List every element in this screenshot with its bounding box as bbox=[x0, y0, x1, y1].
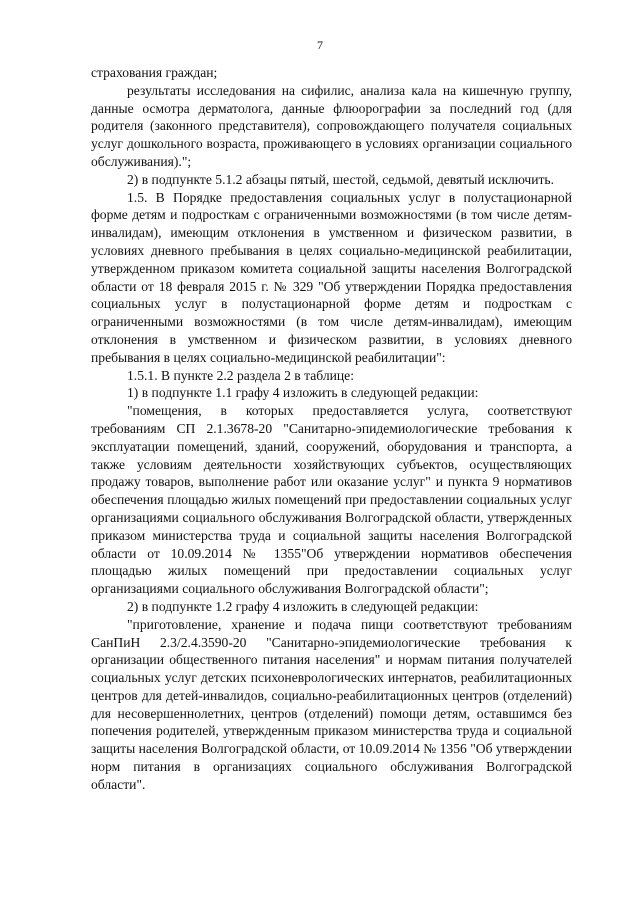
paragraph-subitem-1-1: 1) в подпункте 1.1 графу 4 изложить в следующей редакции: bbox=[127, 385, 479, 401]
paragraph-continuation: страхования граждан; bbox=[91, 65, 218, 80]
paragraph-subitem-1-2: 2) в подпункте 1.2 графу 4 изложить в следующей редакции: bbox=[127, 598, 479, 614]
paragraph-section-1-5-1: 1.5.1. В пункте 2.2 раздела 2 в таблице: bbox=[127, 367, 354, 383]
paragraph-subitem-2: 2) в подпункте 5.1.2 абзацы пятый, шестой, седьмой, девятый исключить. bbox=[127, 171, 555, 187]
page-number: 7 bbox=[317, 38, 323, 52]
paragraph-test-results: результаты исследования на сифилис, анализа кала на кишечную группу, данные осмотра дерматолога, данные флюорографии за последний год (для родителя (законного представителя), сопровождающего получателя социальных услуг дошкольного возраста, проживающего в условиях организации социального обслуживания)."; bbox=[91, 82, 572, 169]
paragraph-section-1-5: 1.5. В Порядке предоставления социальных услуг в полустационарной форме детям и подросткам с ограниченными возможностями (в том числе детям-инвалидам), имеющим отклонения в умственном и физическом развитии, в условиях дневного пребывания в целях социально-медицинской реабилитации, утвержденном приказом комитета социальной защиты населения Волгоградской области от 18 февраля 2015 г. № 329 "Об утверждении Порядка предоставления социальных услуг в полустационарной форме детям и подросткам с ограниченными возможностями (в том числе детям-инвалидам), имеющим отклонения в умственном и физическом развитии, в условиях дневного пребывания в целях социально-медицинской реабилитации": bbox=[91, 189, 572, 365]
document-body bbox=[91, 64, 572, 794]
paragraph-premises-requirements: "помещения, в которых предоставляется услуга, соответствуют требованиям СП 2.1.3678-20 "Санитарно-эпидемиологические требования к эксплуатации помещений, зданий, сооружений, оборудования и транспорта, а также условиям деятельности хозяйствующих субъектов, осуществляющих продажу товаров, выполнение работ или оказание услуг" и пункта 9 нормативов обеспечения площадью жилых помещений при предоставлении социальных услуг организациями социального обслуживания Волгоградской области, утвержденных приказом министерства труда и социальной защиты населения Волгоградской области от 10.09.2014 № 1355"Об утверждении нормативов обеспечения площадью жилых помещений при предоставлении социальных услуг организациями социального обслуживания Волгоградской области"; bbox=[91, 403, 572, 597]
paragraph-food-requirements: "приготовление, хранение и подача пищи соответствуют требованиям СанПиН 2.3/2.4.3590-20 "Санитарно-эпидемиологические требования к организации общественного питания населения" и нормам питания получателей социальных услуг детских психоневрологических интернатов, реабилитационных центров для детей-инвалидов, социально-реабилитационных центров (отделений) для несовершеннолетних, центров (отделений) помощи детям, оставшимся без попечения родителей, утвержденным приказом министерства труда и социальной защиты населения Волгоградской области, от 10.09.2014 № 1356 "Об утверждении норм питания в организациях социального обслуживания Волгоградской области". bbox=[91, 616, 572, 792]
